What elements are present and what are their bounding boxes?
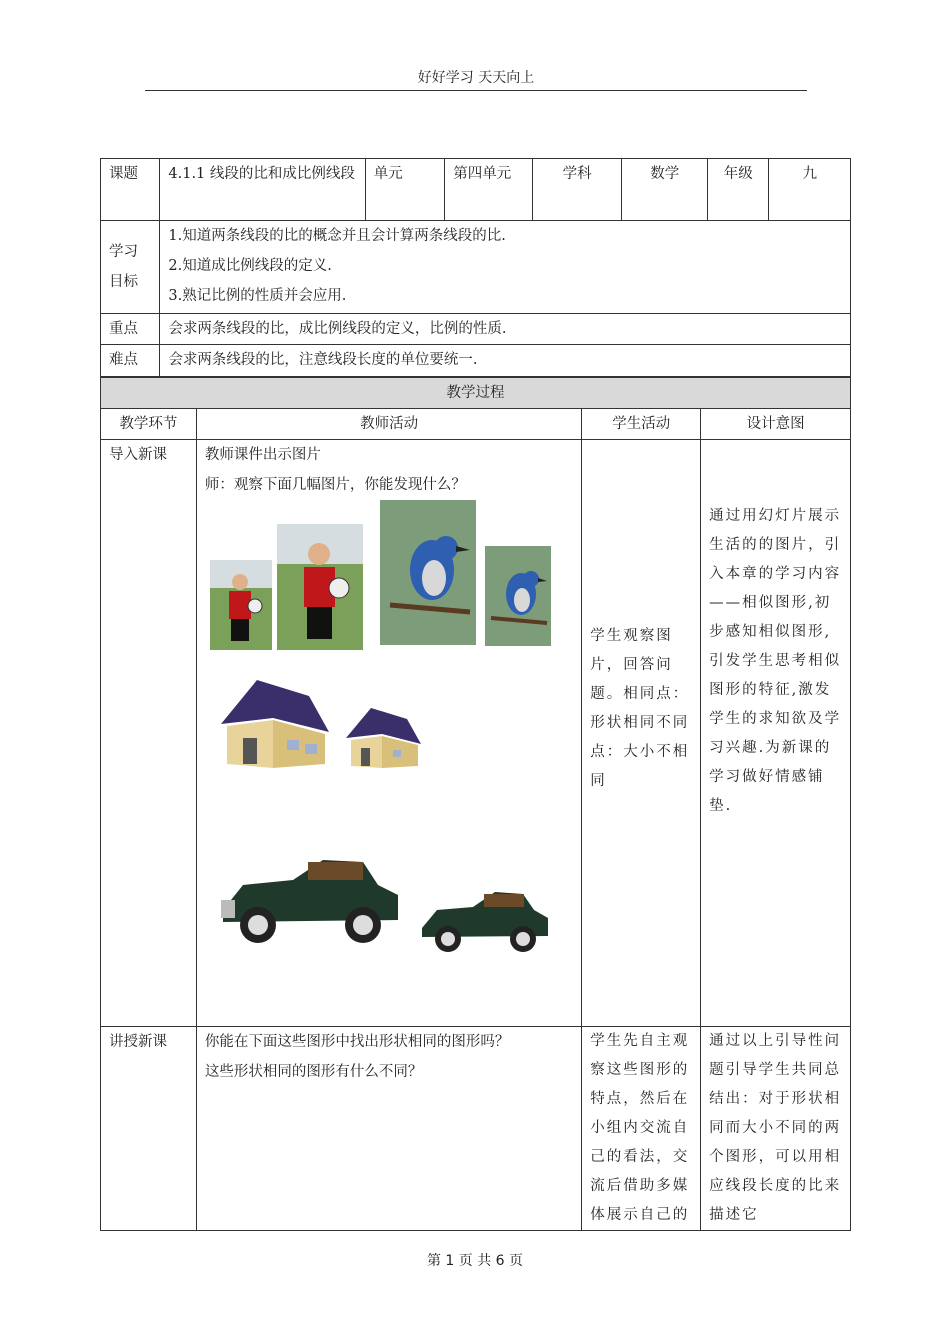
teacher-intro-cell	[196, 440, 581, 1027]
car-large-image	[213, 840, 403, 950]
teacher-line: 教师课件出示图片	[204, 447, 321, 463]
key-value: 会求两条线段的比，成比例线段的定义，比例的性质.	[160, 314, 851, 345]
goal-item: 3.熟记比例的性质并会应用.	[168, 288, 347, 304]
topic-label: 课题	[101, 159, 160, 221]
intent-new: 通过以上引导性问题引导学生共同总结出：对于形状相同而大小不同的两个图形，可以用相应线段长度的比来描述它	[701, 1027, 851, 1231]
stage-new: 讲授新课	[101, 1027, 197, 1231]
house-large-image	[213, 668, 333, 774]
col-header-student: 学生活动	[582, 409, 701, 440]
goals-label: 学习目标	[101, 221, 160, 314]
teacher-line: 你能在下面这些图形中找出形状相同的图形吗？	[204, 1034, 510, 1050]
stage-intro: 导入新课	[101, 440, 197, 1027]
car-small-image	[415, 878, 555, 958]
boy-large-image	[277, 524, 363, 650]
house-small-image	[341, 700, 423, 772]
col-header-stage: 教学环节	[101, 409, 197, 440]
goal-item: 2.知道成比例线段的定义.	[168, 258, 332, 274]
difficult-label: 难点	[101, 345, 160, 377]
student-intro: 学生观察图片，回答问题。相同点：形状相同不同点：大小不相同	[582, 440, 701, 1027]
bird-large-image	[380, 500, 476, 645]
unit-value: 第四单元	[445, 159, 533, 221]
subject-value: 数学	[622, 159, 708, 221]
bird-small-image	[485, 546, 551, 646]
unit-label: 单元	[365, 159, 445, 221]
goal-item: 1.知道两条线段的比的概念并且会计算两条线段的比.	[168, 228, 506, 244]
key-label: 重点	[101, 314, 160, 345]
intent-intro: 通过用幻灯片展示生活的的图片，引入本章的学习内容——相似图形,初步感知相似图形,引发学生思考相似图形的特征,激发学生的求知欲及学习兴趣.为新课的学习做好情感铺垫.	[701, 440, 851, 1027]
page-footer: 第 1 页 共 6 页	[426, 1253, 524, 1269]
teacher-line: 这些形状相同的图形有什么不同？	[204, 1064, 423, 1080]
subject-label: 学科	[532, 159, 622, 221]
difficult-value: 会求两条线段的比，注意线段长度的单位要统一.	[160, 345, 851, 377]
student-new: 学生先自主观察这些图形的特点，然后在小组内交流自己的看法，交流后借助多媒体展示自己的	[582, 1027, 701, 1231]
lesson-info-table	[100, 158, 851, 377]
process-title: 教学过程	[101, 378, 851, 409]
teacher-line: 师：观察下面几幅图片，你能发现什么？	[204, 477, 466, 493]
grade-label: 年级	[708, 159, 769, 221]
goals-cell	[160, 221, 851, 314]
col-header-intent: 设计意图	[701, 409, 851, 440]
teacher-new-cell	[196, 1027, 581, 1231]
teaching-process-table	[100, 377, 851, 1231]
page-header: 好好学习 天天向上	[145, 68, 807, 91]
topic-value: 4.1.1 线段的比和成比例线段	[160, 159, 365, 221]
boy-small-image	[210, 560, 272, 650]
col-header-teacher: 教师活动	[196, 409, 581, 440]
grade-value: 九	[769, 159, 851, 221]
similar-images	[205, 500, 573, 1020]
